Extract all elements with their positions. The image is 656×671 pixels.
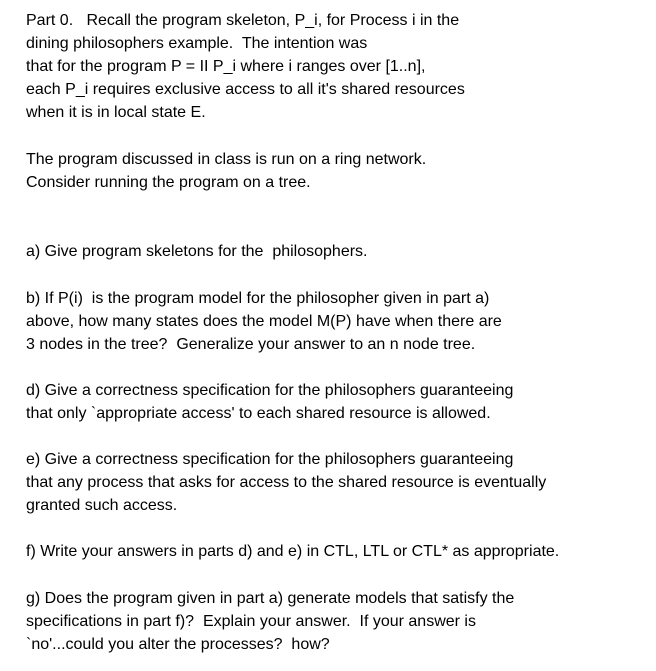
ring-line: The program discussed in class is run on a ring network. <box>26 151 427 168</box>
question-e-line: e) Give a correctness specification for the philosophers guaranteeing <box>26 451 514 468</box>
intro-line: each P_i requires exclusive access to all it's shared resources <box>26 81 465 98</box>
question-f <box>26 540 559 563</box>
question-g-line: g) Does the program given in part a) generate models that satisfy the <box>26 590 515 607</box>
question-b-line: 3 nodes in the tree? Generalize your answer to an n node tree. <box>26 336 476 353</box>
ring-line: Consider running the program on a tree. <box>26 174 311 191</box>
question-a-line: a) Give program skeletons for the philosophers. <box>26 243 368 260</box>
question-a <box>26 240 368 263</box>
question-g <box>26 587 514 656</box>
question-d-line: that only `appropriate access' to each shared resource is allowed. <box>26 405 491 422</box>
question-d <box>26 379 513 425</box>
intro-line: dining philosophers example. The intention was <box>26 35 368 52</box>
intro-line: Part 0. Recall the program skeleton, P_i, for Process i in the <box>26 12 460 29</box>
question-e-line: that any process that asks for access to the shared resource is eventually <box>26 474 547 491</box>
question-g-line: `no'...could you alter the processes? how? <box>26 636 330 653</box>
question-e-line: granted such access. <box>26 497 178 514</box>
question-d-line: d) Give a correctness specification for the philosophers guaranteeing <box>26 382 514 399</box>
intro-paragraph <box>26 9 465 124</box>
question-b-line: b) If P(i) is the program model for the philosopher given in part a) <box>26 290 490 307</box>
intro-line: when it is in local state E. <box>26 104 206 121</box>
question-b-line: above, how many states does the model M(P) have when there are <box>26 313 502 330</box>
question-b <box>26 287 502 356</box>
question-f-line: f) Write your answers in parts d) and e) in CTL, LTL or CTL* as appropriate. <box>26 543 560 560</box>
intro-line: that for the program P = II P_i where i ranges over [1..n], <box>26 58 426 75</box>
question-g-line: specifications in part f)? Explain your answer. If your answer is <box>26 613 476 630</box>
ring-network-paragraph <box>26 148 426 194</box>
question-e <box>26 448 546 517</box>
